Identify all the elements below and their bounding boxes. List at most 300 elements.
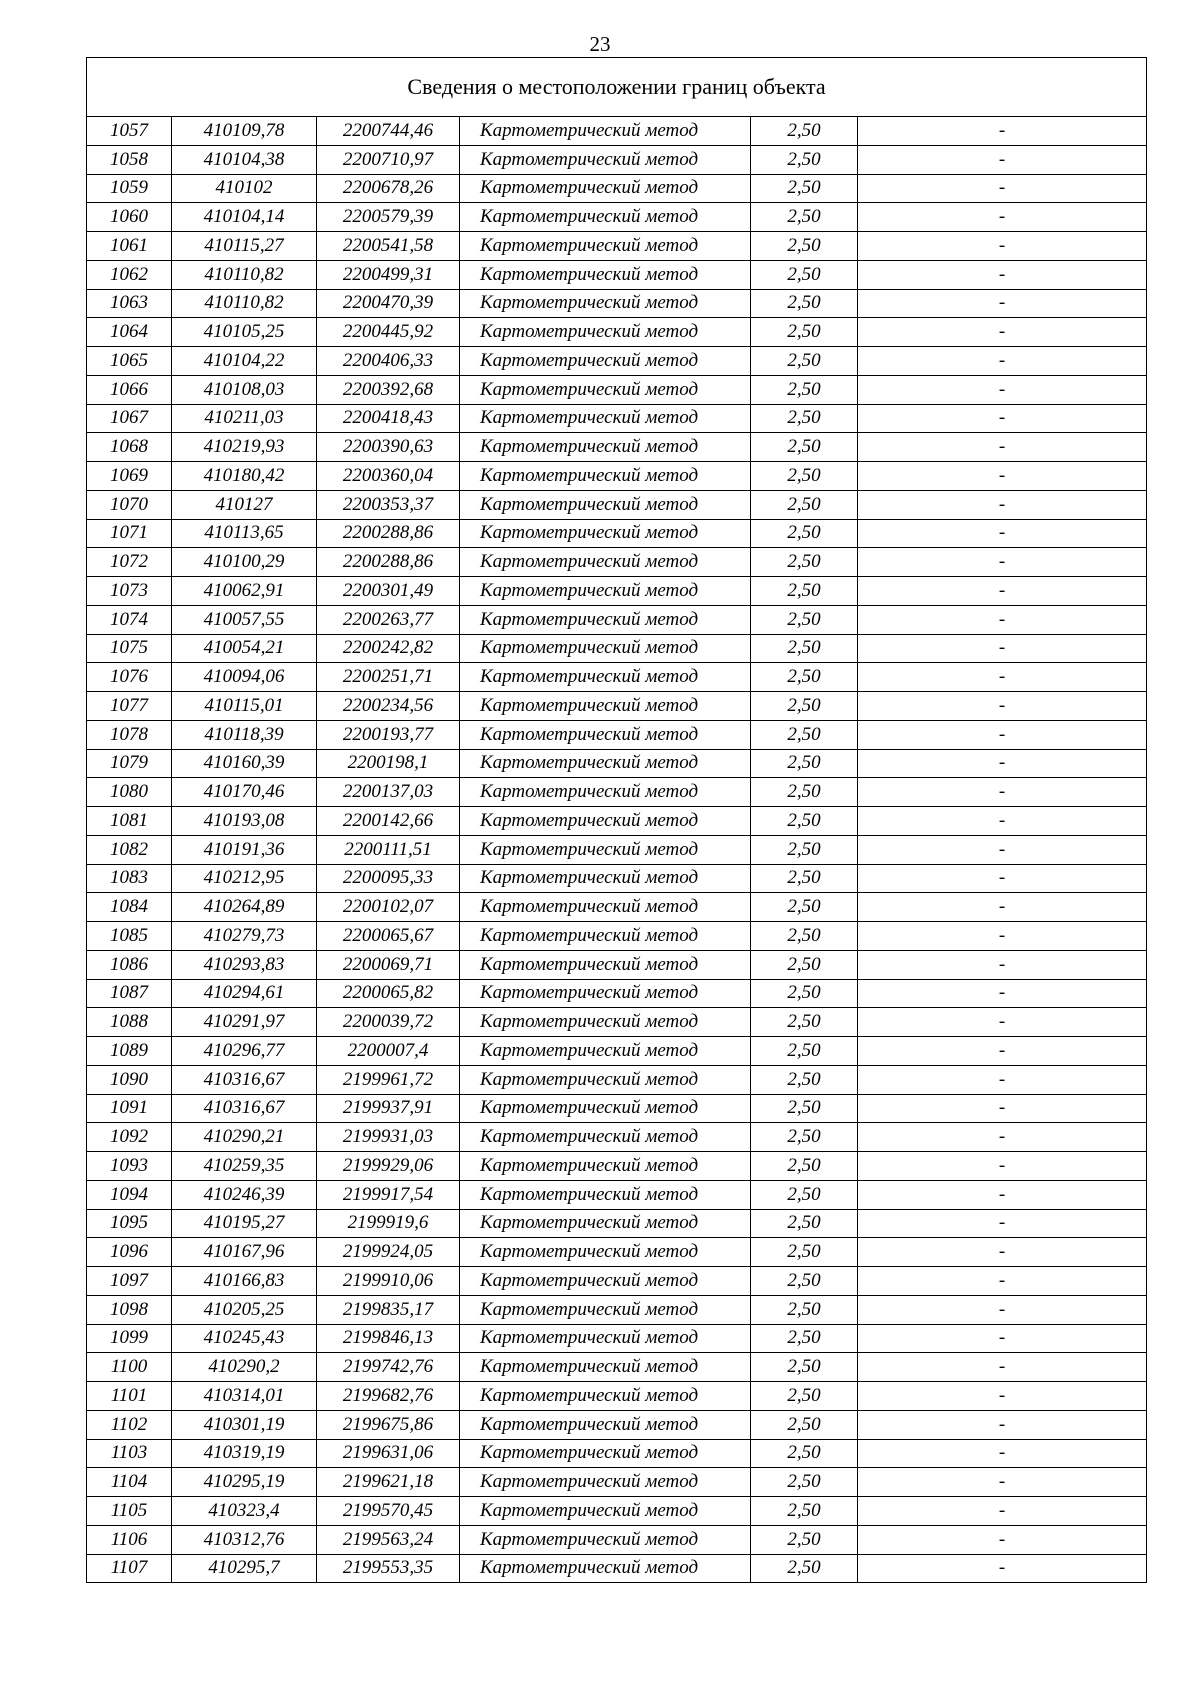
x-coordinate-cell: 410246,39 [172, 1180, 317, 1209]
description-cell: - [858, 1152, 1147, 1181]
y-coordinate-cell: 2200242,82 [317, 634, 460, 663]
x-coordinate-cell: 410279,73 [172, 922, 317, 951]
point-number-cell: 1090 [87, 1065, 172, 1094]
x-coordinate-cell: 410127 [172, 490, 317, 519]
y-coordinate-cell: 2200193,77 [317, 720, 460, 749]
method-cell: Картометрический метод [460, 1324, 751, 1353]
accuracy-cell: 2,50 [751, 1410, 858, 1439]
point-number-cell: 1071 [87, 519, 172, 548]
table-row [87, 433, 1147, 462]
point-number-cell: 1058 [87, 145, 172, 174]
table-row [87, 864, 1147, 893]
point-number-cell: 1079 [87, 749, 172, 778]
method-cell: Картометрический метод [460, 289, 751, 318]
table-row [87, 1180, 1147, 1209]
point-number-cell: 1097 [87, 1267, 172, 1296]
table-row [87, 1439, 1147, 1468]
description-cell: - [858, 1468, 1147, 1497]
y-coordinate-cell: 2200744,46 [317, 117, 460, 146]
table-row [87, 979, 1147, 1008]
y-coordinate-cell: 2199742,76 [317, 1353, 460, 1382]
accuracy-cell: 2,50 [751, 1497, 858, 1526]
accuracy-cell: 2,50 [751, 634, 858, 663]
method-cell: Картометрический метод [460, 404, 751, 433]
method-cell: Картометрический метод [460, 433, 751, 462]
y-coordinate-cell: 2200541,58 [317, 232, 460, 261]
x-coordinate-cell: 410105,25 [172, 318, 317, 347]
x-coordinate-cell: 410314,01 [172, 1382, 317, 1411]
table-title: Сведения о местоположении границ объекта [87, 58, 1147, 117]
point-number-cell: 1080 [87, 778, 172, 807]
x-coordinate-cell: 410219,93 [172, 433, 317, 462]
point-number-cell: 1099 [87, 1324, 172, 1353]
accuracy-cell: 2,50 [751, 1324, 858, 1353]
point-number-cell: 1101 [87, 1382, 172, 1411]
accuracy-cell: 2,50 [751, 462, 858, 491]
accuracy-cell: 2,50 [751, 893, 858, 922]
accuracy-cell: 2,50 [751, 720, 858, 749]
y-coordinate-cell: 2200263,77 [317, 605, 460, 634]
y-coordinate-cell: 2200137,03 [317, 778, 460, 807]
point-number-cell: 1073 [87, 577, 172, 606]
accuracy-cell: 2,50 [751, 605, 858, 634]
method-cell: Картометрический метод [460, 1065, 751, 1094]
method-cell: Картометрический метод [460, 749, 751, 778]
point-number-cell: 1063 [87, 289, 172, 318]
accuracy-cell: 2,50 [751, 1037, 858, 1066]
method-cell: Картометрический метод [460, 1295, 751, 1324]
point-number-cell: 1086 [87, 950, 172, 979]
method-cell: Картометрический метод [460, 864, 751, 893]
y-coordinate-cell: 2199563,24 [317, 1525, 460, 1554]
description-cell: - [858, 634, 1147, 663]
description-cell: - [858, 922, 1147, 951]
description-cell: - [858, 1439, 1147, 1468]
x-coordinate-cell: 410104,14 [172, 203, 317, 232]
y-coordinate-cell: 2199937,91 [317, 1094, 460, 1123]
point-number-cell: 1081 [87, 807, 172, 836]
description-cell: - [858, 577, 1147, 606]
point-number-cell: 1072 [87, 548, 172, 577]
y-coordinate-cell: 2200251,71 [317, 663, 460, 692]
point-number-cell: 1098 [87, 1295, 172, 1324]
y-coordinate-cell: 2200095,33 [317, 864, 460, 893]
y-coordinate-cell: 2200102,07 [317, 893, 460, 922]
x-coordinate-cell: 410212,95 [172, 864, 317, 893]
description-cell: - [858, 1295, 1147, 1324]
method-cell: Картометрический метод [460, 174, 751, 203]
point-number-cell: 1057 [87, 117, 172, 146]
point-number-cell: 1062 [87, 260, 172, 289]
description-cell: - [858, 692, 1147, 721]
x-coordinate-cell: 410316,67 [172, 1094, 317, 1123]
description-cell: - [858, 1238, 1147, 1267]
point-number-cell: 1102 [87, 1410, 172, 1439]
accuracy-cell: 2,50 [751, 404, 858, 433]
x-coordinate-cell: 410319,19 [172, 1439, 317, 1468]
description-cell: - [858, 375, 1147, 404]
y-coordinate-cell: 2200418,43 [317, 404, 460, 433]
table-row [87, 1152, 1147, 1181]
description-cell: - [858, 1410, 1147, 1439]
point-number-cell: 1069 [87, 462, 172, 491]
page-number: 23 [589, 32, 611, 56]
x-coordinate-cell: 410104,22 [172, 347, 317, 376]
point-number-cell: 1077 [87, 692, 172, 721]
x-coordinate-cell: 410294,61 [172, 979, 317, 1008]
accuracy-cell: 2,50 [751, 1468, 858, 1497]
y-coordinate-cell: 2200710,97 [317, 145, 460, 174]
x-coordinate-cell: 410291,97 [172, 1008, 317, 1037]
accuracy-cell: 2,50 [751, 490, 858, 519]
table-row [87, 893, 1147, 922]
description-cell: - [858, 462, 1147, 491]
method-cell: Картометрический метод [460, 1554, 751, 1583]
table-row [87, 922, 1147, 951]
x-coordinate-cell: 410295,19 [172, 1468, 317, 1497]
y-coordinate-cell: 2200069,71 [317, 950, 460, 979]
y-coordinate-cell: 2199910,06 [317, 1267, 460, 1296]
table-row [87, 174, 1147, 203]
table-row [87, 404, 1147, 433]
accuracy-cell: 2,50 [751, 1353, 858, 1382]
description-cell: - [858, 1353, 1147, 1382]
table-row [87, 490, 1147, 519]
method-cell: Картометрический метод [460, 1468, 751, 1497]
table-row [87, 950, 1147, 979]
x-coordinate-cell: 410293,83 [172, 950, 317, 979]
table-row [87, 375, 1147, 404]
description-cell: - [858, 1267, 1147, 1296]
point-number-cell: 1093 [87, 1152, 172, 1181]
boundary-table [86, 57, 1147, 1583]
method-cell: Картометрический метод [460, 577, 751, 606]
table-row [87, 232, 1147, 261]
description-cell: - [858, 778, 1147, 807]
table-row [87, 519, 1147, 548]
description-cell: - [858, 519, 1147, 548]
point-number-cell: 1074 [87, 605, 172, 634]
method-cell: Картометрический метод [460, 835, 751, 864]
table-row [87, 289, 1147, 318]
y-coordinate-cell: 2199570,45 [317, 1497, 460, 1526]
x-coordinate-cell: 410110,82 [172, 260, 317, 289]
method-cell: Картометрический метод [460, 145, 751, 174]
method-cell: Картометрический метод [460, 1439, 751, 1468]
accuracy-cell: 2,50 [751, 203, 858, 232]
description-cell: - [858, 749, 1147, 778]
y-coordinate-cell: 2200065,82 [317, 979, 460, 1008]
accuracy-cell: 2,50 [751, 1439, 858, 1468]
method-cell: Картометрический метод [460, 1525, 751, 1554]
method-cell: Картометрический метод [460, 950, 751, 979]
table-row [87, 1267, 1147, 1296]
accuracy-cell: 2,50 [751, 1267, 858, 1296]
x-coordinate-cell: 410195,27 [172, 1209, 317, 1238]
method-cell: Картометрический метод [460, 720, 751, 749]
accuracy-cell: 2,50 [751, 692, 858, 721]
point-number-cell: 1060 [87, 203, 172, 232]
method-cell: Картометрический метод [460, 375, 751, 404]
y-coordinate-cell: 2200198,1 [317, 749, 460, 778]
table-row [87, 1324, 1147, 1353]
method-cell: Картометрический метод [460, 260, 751, 289]
x-coordinate-cell: 410290,21 [172, 1123, 317, 1152]
table-row [87, 1008, 1147, 1037]
accuracy-cell: 2,50 [751, 318, 858, 347]
point-number-cell: 1096 [87, 1238, 172, 1267]
y-coordinate-cell: 2200039,72 [317, 1008, 460, 1037]
y-coordinate-cell: 2200288,86 [317, 548, 460, 577]
description-cell: - [858, 1382, 1147, 1411]
x-coordinate-cell: 410170,46 [172, 778, 317, 807]
x-coordinate-cell: 410290,2 [172, 1353, 317, 1382]
point-number-cell: 1083 [87, 864, 172, 893]
point-number-cell: 1059 [87, 174, 172, 203]
description-cell: - [858, 1037, 1147, 1066]
y-coordinate-cell: 2200111,51 [317, 835, 460, 864]
x-coordinate-cell: 410167,96 [172, 1238, 317, 1267]
accuracy-cell: 2,50 [751, 950, 858, 979]
point-number-cell: 1094 [87, 1180, 172, 1209]
accuracy-cell: 2,50 [751, 1094, 858, 1123]
table-row [87, 720, 1147, 749]
x-coordinate-cell: 410113,65 [172, 519, 317, 548]
method-cell: Картометрический метод [460, 1209, 751, 1238]
table-row [87, 260, 1147, 289]
y-coordinate-cell: 2199846,13 [317, 1324, 460, 1353]
point-number-cell: 1076 [87, 663, 172, 692]
y-coordinate-cell: 2199919,6 [317, 1209, 460, 1238]
table-row [87, 1295, 1147, 1324]
description-cell: - [858, 1525, 1147, 1554]
table-row [87, 347, 1147, 376]
point-number-cell: 1070 [87, 490, 172, 519]
accuracy-cell: 2,50 [751, 835, 858, 864]
point-number-cell: 1078 [87, 720, 172, 749]
x-coordinate-cell: 410180,42 [172, 462, 317, 491]
method-cell: Картометрический метод [460, 203, 751, 232]
accuracy-cell: 2,50 [751, 1209, 858, 1238]
point-number-cell: 1105 [87, 1497, 172, 1526]
boundary-table-body [87, 58, 1147, 1583]
x-coordinate-cell: 410191,36 [172, 835, 317, 864]
description-cell: - [858, 864, 1147, 893]
table-row [87, 1065, 1147, 1094]
description-cell: - [858, 979, 1147, 1008]
x-coordinate-cell: 410108,03 [172, 375, 317, 404]
x-coordinate-cell: 410259,35 [172, 1152, 317, 1181]
accuracy-cell: 2,50 [751, 663, 858, 692]
x-coordinate-cell: 410109,78 [172, 117, 317, 146]
description-cell: - [858, 950, 1147, 979]
x-coordinate-cell: 410102 [172, 174, 317, 203]
point-number-cell: 1075 [87, 634, 172, 663]
description-cell: - [858, 174, 1147, 203]
accuracy-cell: 2,50 [751, 1123, 858, 1152]
point-number-cell: 1089 [87, 1037, 172, 1066]
method-cell: Картометрический метод [460, 1267, 751, 1296]
x-coordinate-cell: 410115,27 [172, 232, 317, 261]
accuracy-cell: 2,50 [751, 519, 858, 548]
table-row [87, 1094, 1147, 1123]
method-cell: Картометрический метод [460, 893, 751, 922]
table-row [87, 692, 1147, 721]
table-row [87, 577, 1147, 606]
accuracy-cell: 2,50 [751, 1382, 858, 1411]
x-coordinate-cell: 410057,55 [172, 605, 317, 634]
method-cell: Картометрический метод [460, 548, 751, 577]
point-number-cell: 1082 [87, 835, 172, 864]
point-number-cell: 1088 [87, 1008, 172, 1037]
x-coordinate-cell: 410205,25 [172, 1295, 317, 1324]
point-number-cell: 1066 [87, 375, 172, 404]
accuracy-cell: 2,50 [751, 145, 858, 174]
description-cell: - [858, 1209, 1147, 1238]
y-coordinate-cell: 2200360,04 [317, 462, 460, 491]
accuracy-cell: 2,50 [751, 749, 858, 778]
x-coordinate-cell: 410316,67 [172, 1065, 317, 1094]
x-coordinate-cell: 410323,4 [172, 1497, 317, 1526]
accuracy-cell: 2,50 [751, 807, 858, 836]
accuracy-cell: 2,50 [751, 260, 858, 289]
y-coordinate-cell: 2200470,39 [317, 289, 460, 318]
method-cell: Картометрический метод [460, 462, 751, 491]
description-cell: - [858, 1554, 1147, 1583]
table-row [87, 1123, 1147, 1152]
description-cell: - [858, 835, 1147, 864]
point-number-cell: 1068 [87, 433, 172, 462]
y-coordinate-cell: 2199929,06 [317, 1152, 460, 1181]
table-row [87, 117, 1147, 146]
method-cell: Картометрический метод [460, 1353, 751, 1382]
x-coordinate-cell: 410100,29 [172, 548, 317, 577]
table-row [87, 1382, 1147, 1411]
table-title-row [87, 58, 1147, 117]
method-cell: Картометрический метод [460, 490, 751, 519]
description-cell: - [858, 433, 1147, 462]
x-coordinate-cell: 410211,03 [172, 404, 317, 433]
description-cell: - [858, 289, 1147, 318]
description-cell: - [858, 807, 1147, 836]
y-coordinate-cell: 2200406,33 [317, 347, 460, 376]
description-cell: - [858, 548, 1147, 577]
method-cell: Картометрический метод [460, 347, 751, 376]
x-coordinate-cell: 410104,38 [172, 145, 317, 174]
method-cell: Картометрический метод [460, 1008, 751, 1037]
accuracy-cell: 2,50 [751, 375, 858, 404]
point-number-cell: 1084 [87, 893, 172, 922]
description-cell: - [858, 1180, 1147, 1209]
method-cell: Картометрический метод [460, 692, 751, 721]
description-cell: - [858, 893, 1147, 922]
x-coordinate-cell: 410062,91 [172, 577, 317, 606]
table-row [87, 663, 1147, 692]
accuracy-cell: 2,50 [751, 548, 858, 577]
table-row [87, 462, 1147, 491]
accuracy-cell: 2,50 [751, 232, 858, 261]
method-cell: Картометрический метод [460, 807, 751, 836]
method-cell: Картометрический метод [460, 922, 751, 951]
description-cell: - [858, 1123, 1147, 1152]
y-coordinate-cell: 2200142,66 [317, 807, 460, 836]
point-number-cell: 1061 [87, 232, 172, 261]
y-coordinate-cell: 2200007,4 [317, 1037, 460, 1066]
y-coordinate-cell: 2200678,26 [317, 174, 460, 203]
x-coordinate-cell: 410094,06 [172, 663, 317, 692]
method-cell: Картометрический метод [460, 1094, 751, 1123]
method-cell: Картометрический метод [460, 634, 751, 663]
method-cell: Картометрический метод [460, 117, 751, 146]
description-cell: - [858, 404, 1147, 433]
accuracy-cell: 2,50 [751, 433, 858, 462]
y-coordinate-cell: 2199621,18 [317, 1468, 460, 1497]
table-row [87, 1238, 1147, 1267]
accuracy-cell: 2,50 [751, 979, 858, 1008]
method-cell: Картометрический метод [460, 1152, 751, 1181]
description-cell: - [858, 1324, 1147, 1353]
point-number-cell: 1107 [87, 1554, 172, 1583]
accuracy-cell: 2,50 [751, 577, 858, 606]
table-row [87, 835, 1147, 864]
table-row [87, 1037, 1147, 1066]
x-coordinate-cell: 410160,39 [172, 749, 317, 778]
point-number-cell: 1064 [87, 318, 172, 347]
method-cell: Картометрический метод [460, 1238, 751, 1267]
method-cell: Картометрический метод [460, 605, 751, 634]
method-cell: Картометрический метод [460, 1180, 751, 1209]
x-coordinate-cell: 410110,82 [172, 289, 317, 318]
y-coordinate-cell: 2199924,05 [317, 1238, 460, 1267]
point-number-cell: 1067 [87, 404, 172, 433]
method-cell: Картометрический метод [460, 1410, 751, 1439]
y-coordinate-cell: 2199553,35 [317, 1554, 460, 1583]
description-cell: - [858, 1497, 1147, 1526]
description-cell: - [858, 318, 1147, 347]
y-coordinate-cell: 2200579,39 [317, 203, 460, 232]
method-cell: Картометрический метод [460, 318, 751, 347]
method-cell: Картометрический метод [460, 1497, 751, 1526]
description-cell: - [858, 1065, 1147, 1094]
y-coordinate-cell: 2200499,31 [317, 260, 460, 289]
accuracy-cell: 2,50 [751, 1008, 858, 1037]
y-coordinate-cell: 2200392,68 [317, 375, 460, 404]
x-coordinate-cell: 410296,77 [172, 1037, 317, 1066]
table-row [87, 1554, 1147, 1583]
table-row [87, 778, 1147, 807]
y-coordinate-cell: 2200065,67 [317, 922, 460, 951]
table-row [87, 145, 1147, 174]
table-row [87, 1497, 1147, 1526]
method-cell: Картометрический метод [460, 232, 751, 261]
point-number-cell: 1100 [87, 1353, 172, 1382]
accuracy-cell: 2,50 [751, 864, 858, 893]
x-coordinate-cell: 410245,43 [172, 1324, 317, 1353]
point-number-cell: 1091 [87, 1094, 172, 1123]
description-cell: - [858, 605, 1147, 634]
table-row [87, 807, 1147, 836]
table-row [87, 1525, 1147, 1554]
table-row [87, 1209, 1147, 1238]
point-number-cell: 1103 [87, 1439, 172, 1468]
accuracy-cell: 2,50 [751, 1238, 858, 1267]
point-number-cell: 1065 [87, 347, 172, 376]
description-cell: - [858, 203, 1147, 232]
method-cell: Картометрический метод [460, 663, 751, 692]
description-cell: - [858, 232, 1147, 261]
description-cell: - [858, 663, 1147, 692]
y-coordinate-cell: 2200301,49 [317, 577, 460, 606]
